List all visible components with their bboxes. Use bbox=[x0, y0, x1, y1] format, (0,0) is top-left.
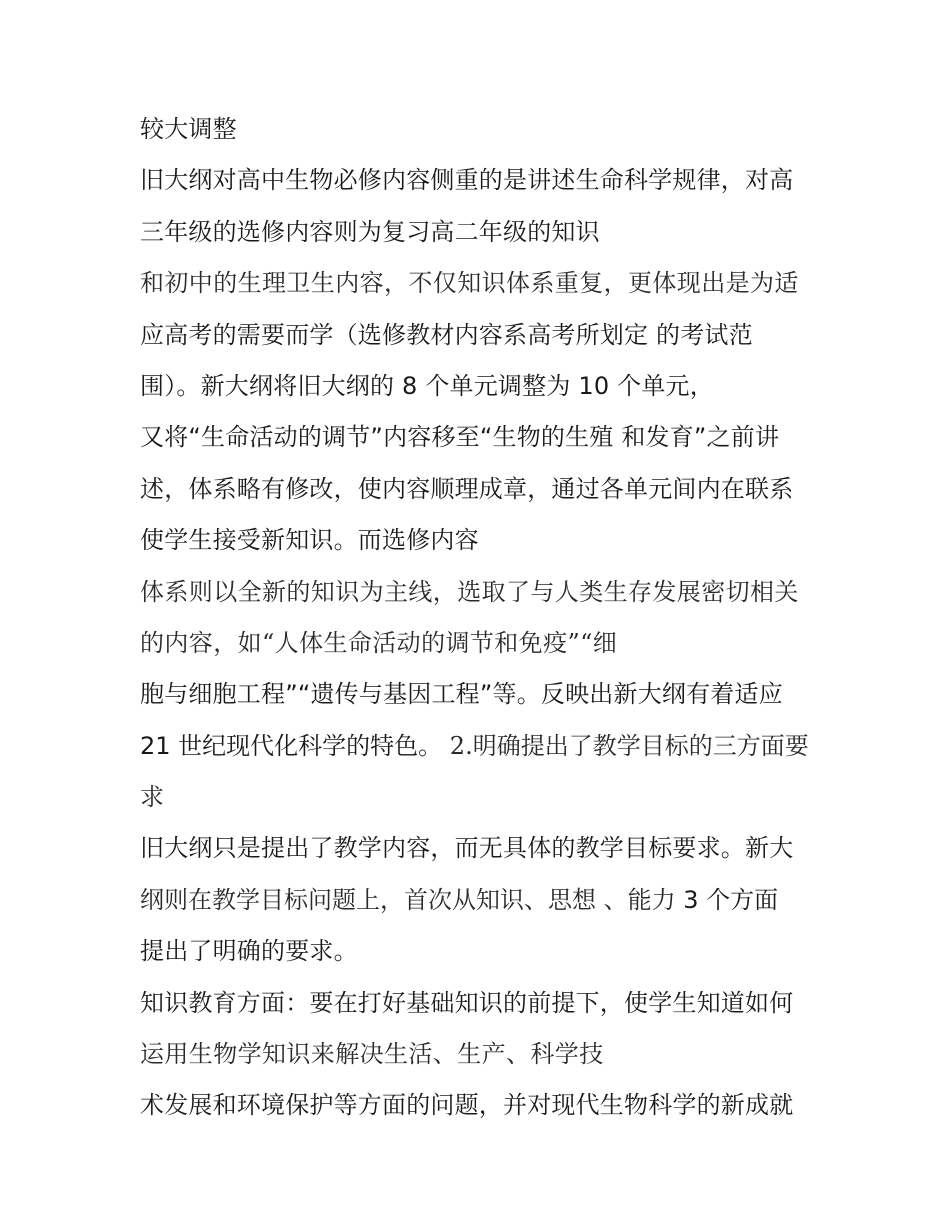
text-line: 体系则以全新的知识为主线，选取了与人类生存发展密切相关 bbox=[140, 577, 799, 606]
text-line: 旧大纲对高中生物必修内容侧重的是讲述生命科学规律，对高 bbox=[140, 166, 794, 195]
text-line: 知识教育方面：要在打好基础知识的前提下，使学生知道如何 bbox=[140, 988, 794, 1017]
text-segment: 21 世纪现代化科学的特色。 bbox=[140, 731, 443, 760]
text-line: 又将“生命活动的调节”内容移至“生物的生殖 和发育”之前讲 bbox=[140, 423, 780, 452]
text-line: 和初中的生理卫生内容，不仅知识体系重复，更体现出是为适 bbox=[140, 269, 799, 298]
text-line bbox=[140, 721, 820, 772]
text-segment: 3 个方面 bbox=[683, 885, 779, 914]
text-line: 的内容，如“人体生命活动的调节和免疫”“细 bbox=[140, 628, 618, 657]
text-line: 胞与细胞工程”“遗传与基因工程”等。反映出新大纲有着适应 bbox=[140, 680, 783, 709]
text-line: 较大调整 bbox=[140, 115, 237, 143]
text-line: 求 bbox=[140, 783, 165, 812]
text-line: 应高考的需要而学（选修教材内容系高考所划定 的考试范 bbox=[140, 320, 753, 349]
text-line bbox=[140, 875, 820, 926]
text-line: 三年级的选修内容则为复习高二年级的知识 bbox=[140, 217, 600, 246]
text-segment: 纲则在教学目标问题上，首次从知识、思想 、能力 bbox=[140, 885, 684, 914]
text-line: 使学生接受新知识。而选修内容 bbox=[140, 526, 479, 555]
text-segment: 2.明确提出了教学目标的三方面要 bbox=[442, 731, 809, 760]
text-line: 述，体系略有修改，使内容顺理成章，通过各单元间内在联系 bbox=[140, 474, 794, 503]
text-line: 提出了明确的要求。 bbox=[140, 937, 358, 966]
text-line: 围）。新大纲将旧大纲的 8 个单元调整为 10 个单元， bbox=[140, 371, 714, 400]
text-line: 旧大纲只是提出了教学内容，而无具体的教学目标要求。新大 bbox=[140, 834, 794, 863]
document-body bbox=[140, 104, 820, 1132]
text-line: 运用生物学知识来解决生活、生产、科学技 bbox=[140, 1040, 604, 1069]
text-line: 术发展和环境保护等方面的问题，并对现代生物科学的新成就 bbox=[140, 1091, 794, 1120]
